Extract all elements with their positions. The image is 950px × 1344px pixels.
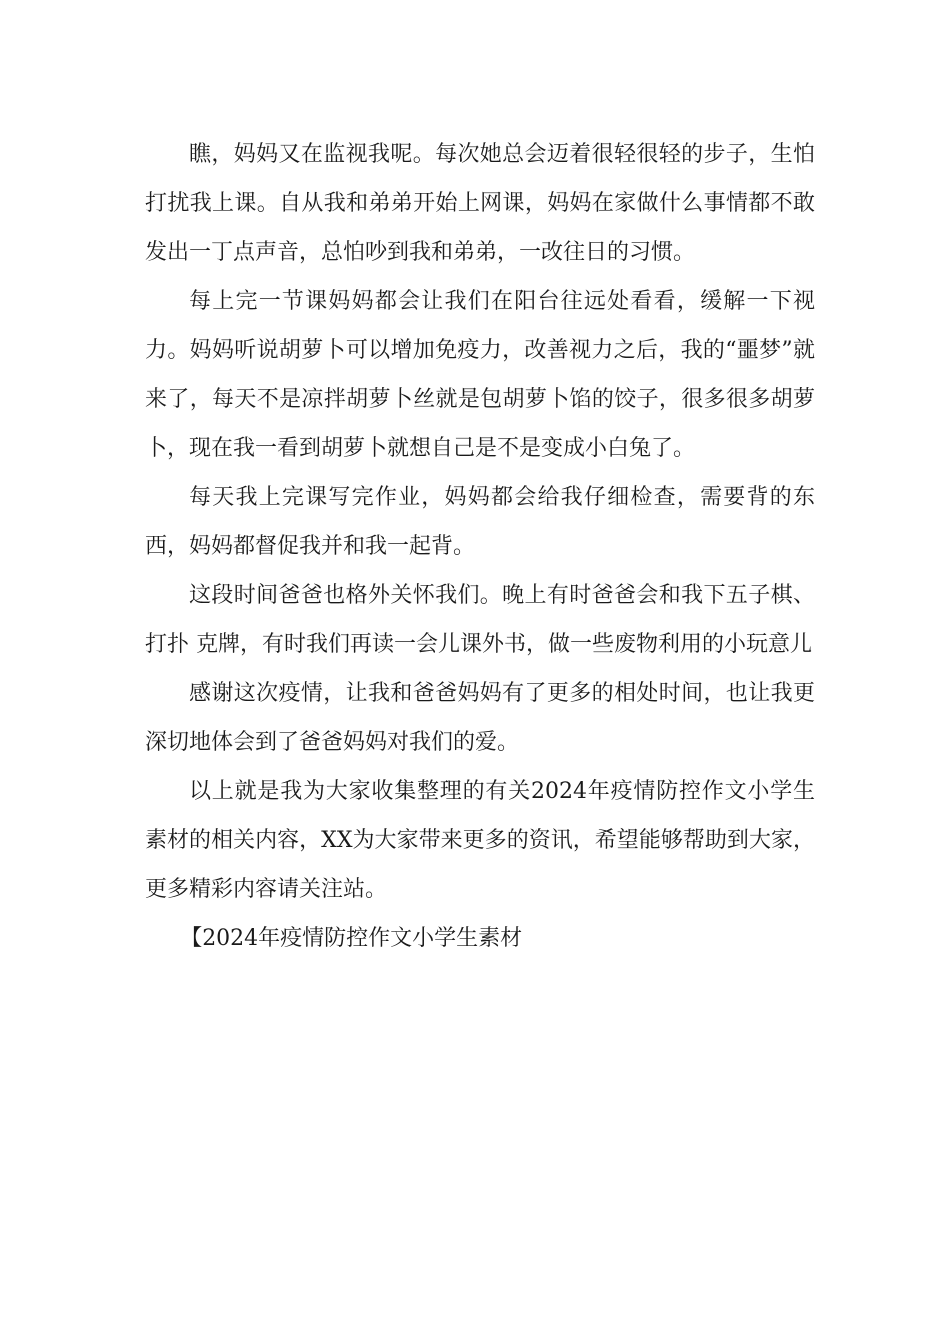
related-article-link[interactable]: 【2024年疫情防控作文小学生素材 bbox=[180, 926, 523, 951]
paragraph-4: 这段时间爸爸也格外关怀我们。晚上有时爸爸会和我下五子棋、打扑 克牌，有时我们再读一会儿课外书，做一些废物利用的小玩意儿 bbox=[145, 583, 815, 657]
paragraph-5: 感谢这次疫情，让我和爸爸妈妈有了更多的相处时间，也让我更深切地体会到了爸爸妈妈对我们的爱。 bbox=[145, 681, 815, 755]
paragraph-6: 以上就是我为大家收集整理的有关2024年疫情防控作文小学生素材的相关内容，XX为大家带来更多的资讯，希望能够帮助到大家，更多精彩内容请关注站。 bbox=[145, 779, 815, 902]
document-body bbox=[145, 130, 815, 963]
paragraph-2: 每上完一节课妈妈都会让我们在阳台往远处看看，缓解一下视力。妈妈听说胡萝卜可以增加免疫力，改善视力之后，我的“噩梦”就来了，每天不是凉拌胡萝卜丝就是包胡萝卜馅的饺子，很多很多胡萝卜，现在我一看到胡萝卜就想自己是不是变成小白兔了。 bbox=[145, 289, 815, 461]
paragraph-1: 瞧，妈妈又在监视我呢。每次她总会迈着很轻很轻的步子，生怕打扰我上课。自从我和弟弟开始上网课，妈妈在家做什么事情都不敢发出一丁点声音，总怕吵到我和弟弟，一改往日的习惯。 bbox=[145, 142, 815, 265]
paragraph-3: 每天我上完课写完作业，妈妈都会给我仔细检查，需要背的东西，妈妈都督促我并和我一起背。 bbox=[145, 485, 815, 559]
